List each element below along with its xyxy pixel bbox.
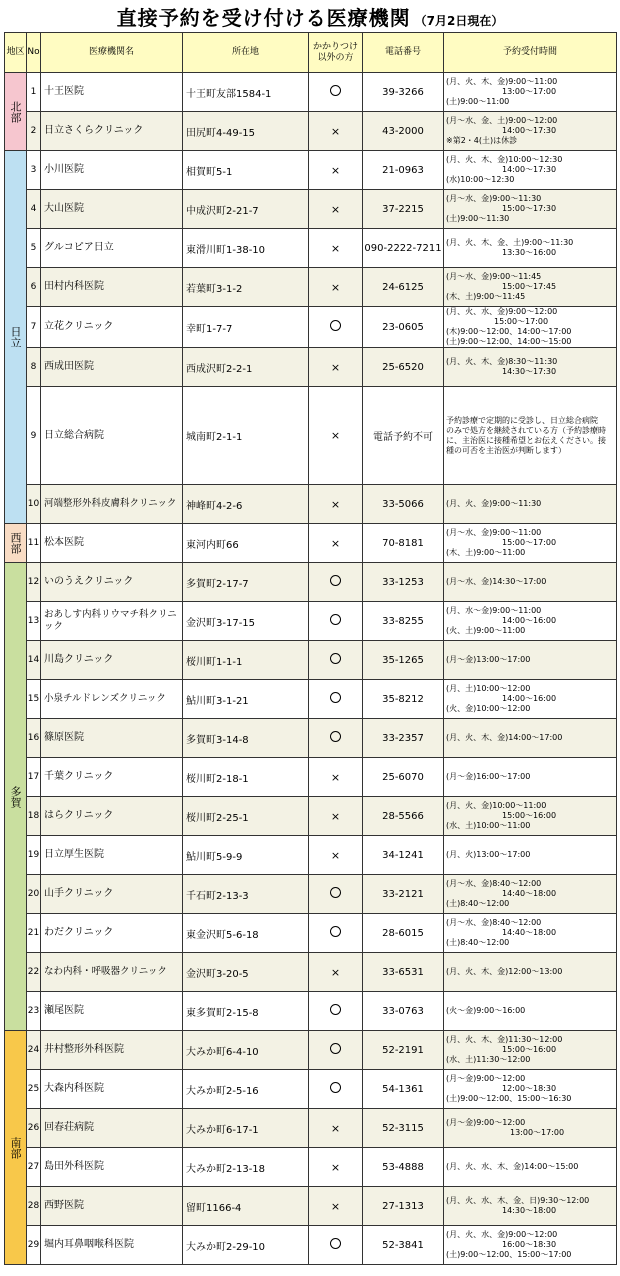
table-row [5,485,617,524]
table-row [5,307,617,348]
phone-number: 21-0963 [363,151,444,190]
circle-mark-icon [330,1238,341,1249]
header-no: No [27,33,41,73]
other-patient-mark [309,563,363,602]
row-number: 22 [27,953,41,992]
row-number: 12 [27,563,41,602]
circle-mark-icon [330,731,341,742]
row-number: 8 [27,348,41,387]
clinic-name: 十王医院 [41,73,183,112]
other-patient-mark [309,307,363,348]
circle-mark-icon [330,887,341,898]
circle-mark-icon [330,85,341,96]
row-number: 29 [27,1226,41,1265]
phone-number: 33-0763 [363,992,444,1031]
row-number: 5 [27,229,41,268]
other-patient-mark [309,836,363,875]
clinic-name: 島田外科医院 [41,1148,183,1187]
reservation-hours: (月～金)13:00～17:00 [444,641,617,680]
header-row [5,33,617,73]
cross-mark-icon: × [330,280,341,294]
clinic-name: 回春荘病院 [41,1109,183,1148]
row-number: 4 [27,190,41,229]
clinic-name: おあしす内科リウマチ科クリニック [41,602,183,641]
table-row [5,563,617,602]
table-row [5,914,617,953]
phone-number: 090-2222-7211 [363,229,444,268]
header-hours: 予約受付時間 [444,33,617,73]
phone-number: 53-4888 [363,1148,444,1187]
region-cell: 北部 [5,73,27,151]
region-cell: 西部 [5,524,27,563]
reservation-hours: (月～金)16:00～17:00 [444,758,617,797]
reservation-hours: (月～水、金)14:30～17:00 [444,563,617,602]
cross-mark-icon: × [330,241,341,255]
reservation-hours: (月、水～金)9:00～11:00 14:00～16:00 (火、土)9:00～11:00 [444,602,617,641]
region-cell: 多賀 [5,563,27,1031]
cross-mark-icon: × [330,965,341,979]
clinic-address: 中成沢町2-21-7 [183,190,309,229]
row-number: 27 [27,1148,41,1187]
phone-number: 25-6070 [363,758,444,797]
other-patient-mark [309,190,363,229]
reservation-hours: (月、火、木、金)11:30～12:00 15:00～16:00 (水、土)11:30～12:00 [444,1031,617,1070]
clinic-address: 大みか町2-13-18 [183,1148,309,1187]
clinic-name: いのうえクリニック [41,563,183,602]
table-row [5,602,617,641]
other-patient-mark [309,348,363,387]
as-of-date: （7月2日現在） [414,14,504,28]
reservation-hours: (月～水、金)9:00～11:45 15:00～17:45 (木、土)9:00～11:45 [444,268,617,307]
row-number: 10 [27,485,41,524]
reservation-hours: (月、火、木、金)14:00～17:00 [444,719,617,758]
clinic-address: 桜川町2-25-1 [183,797,309,836]
clinic-name: 日立総合病院 [41,387,183,485]
reservation-hours: (月、火、木、金)9:00～11:00 13:00～17:00 (土)9:00～11:00 [444,73,617,112]
circle-mark-icon [330,926,341,937]
circle-mark-icon [330,320,341,331]
cross-mark-icon: × [330,360,341,374]
table-body [5,73,617,1265]
row-number: 15 [27,680,41,719]
header-region: 地区 [5,33,27,73]
other-patient-mark [309,875,363,914]
clinic-name: グルコピア日立 [41,229,183,268]
phone-number: 33-2121 [363,875,444,914]
table-row [5,151,617,190]
other-patient-mark [309,953,363,992]
clinic-name: 西成田医院 [41,348,183,387]
row-number: 17 [27,758,41,797]
phone-number: 25-6520 [363,348,444,387]
reservation-hours: (月、火、水、金)9:00～12:00 15:00～17:00 (木)9:00～12:00、14:00～17:00 (土)9:00～12:00、14:00～15:00 [444,307,617,348]
table-row [5,680,617,719]
clinic-address: 神峰町4-2-6 [183,485,309,524]
phone-number: 電話予約不可 [363,387,444,485]
reservation-hours: (月～水、金)9:00～11:00 15:00～17:00 (木、土)9:00～11:00 [444,524,617,563]
reservation-hours: (月、火、木、金、土)9:00～11:30 13:30～16:00 [444,229,617,268]
row-number: 6 [27,268,41,307]
other-patient-mark [309,1109,363,1148]
phone-number: 33-5066 [363,485,444,524]
other-patient-mark [309,758,363,797]
clinic-address: 大みか町6-17-1 [183,1109,309,1148]
reservation-hours: (月～水、金)8:40～12:00 14:40～18:00 (土)8:40～12:00 [444,914,617,953]
other-patient-mark [309,719,363,758]
other-patient-mark [309,112,363,151]
table-row [5,73,617,112]
other-patient-mark [309,151,363,190]
table-row [5,953,617,992]
header-name: 医療機関名 [41,33,183,73]
table-row [5,758,617,797]
table-row [5,1187,617,1226]
reservation-hours: (月～水、金)9:00～11:30 15:00～17:30 (土)9:00～11:30 [444,190,617,229]
row-number: 20 [27,875,41,914]
other-patient-mark [309,485,363,524]
phone-number: 33-2357 [363,719,444,758]
other-patient-mark [309,1070,363,1109]
other-patient-mark [309,524,363,563]
row-number: 1 [27,73,41,112]
clinic-address: 東多賀町2-15-8 [183,992,309,1031]
other-patient-mark [309,229,363,268]
row-number: 26 [27,1109,41,1148]
table-row [5,641,617,680]
row-number: 13 [27,602,41,641]
circle-mark-icon [330,692,341,703]
phone-number: 52-3115 [363,1109,444,1148]
other-patient-mark [309,680,363,719]
region-cell: 日立 [5,151,27,524]
other-patient-mark [309,268,363,307]
cross-mark-icon: × [330,1160,341,1174]
circle-mark-icon [330,614,341,625]
cross-mark-icon: × [330,848,341,862]
row-number: 9 [27,387,41,485]
clinic-name: 田村内科医院 [41,268,183,307]
clinic-address: 相賀町5-1 [183,151,309,190]
phone-number: 28-6015 [363,914,444,953]
phone-number: 34-1241 [363,836,444,875]
cross-mark-icon: × [330,536,341,550]
reservation-hours: (月～金)9:00～12:00 12:00～18:30 (土)9:00～12:00、15:00～16:30 [444,1070,617,1109]
clinic-address: 多賀町2-17-7 [183,563,309,602]
clinic-address: 鮎川町5-9-9 [183,836,309,875]
phone-number: 39-3266 [363,73,444,112]
other-patient-mark [309,797,363,836]
clinic-name: わだクリニック [41,914,183,953]
circle-mark-icon [330,575,341,586]
table-row [5,112,617,151]
header-other: かかりつけ以外の方 [309,33,363,73]
cross-mark-icon: × [330,770,341,784]
reservation-hours: 予約診療で定期的に受診し、日立総合病院 のみで処方を継続されている方（予約診療時 に、主治医に接種希望とお伝えください。接 種の可否を主治医が判断します） [444,387,617,485]
other-patient-mark [309,602,363,641]
circle-mark-icon [330,1082,341,1093]
row-number: 23 [27,992,41,1031]
clinic-name: 篠原医院 [41,719,183,758]
phone-number: 37-2215 [363,190,444,229]
clinic-name: 山手クリニック [41,875,183,914]
row-number: 3 [27,151,41,190]
clinic-address: 城南町2-1-1 [183,387,309,485]
table-row [5,1031,617,1070]
phone-number: 27-1313 [363,1187,444,1226]
clinic-address: 東金沢町5-6-18 [183,914,309,953]
reservation-hours: (月、火、金)10:00～11:00 15:00～16:00 (水、土)10:00～11:00 [444,797,617,836]
clinic-address: 千石町2-13-3 [183,875,309,914]
reservation-hours: (月、火)13:00～17:00 [444,836,617,875]
clinic-name: 瀬尾医院 [41,992,183,1031]
cross-mark-icon: × [330,202,341,216]
table-row [5,190,617,229]
clinic-address: 金沢町3-20-5 [183,953,309,992]
other-patient-mark [309,1031,363,1070]
clinic-table [4,32,617,1265]
other-patient-mark [309,641,363,680]
table-row [5,719,617,758]
reservation-hours: (月、火、水、金)9:00～12:00 16:00～18:30 (土)9:00～12:00、15:00～17:00 [444,1226,617,1265]
reservation-hours: (月、火、木、金)12:00～13:00 [444,953,617,992]
reservation-hours: (月、土)10:00～12:00 14:00～16:00 (火、金)10:00～12:00 [444,680,617,719]
clinic-address: 金沢町3-17-15 [183,602,309,641]
cross-mark-icon: × [330,1199,341,1213]
reservation-hours: (月、火、水、木、金)14:00～15:00 [444,1148,617,1187]
clinic-name: なわ内科・呼吸器クリニック [41,953,183,992]
cross-mark-icon: × [330,497,341,511]
row-number: 11 [27,524,41,563]
circle-mark-icon [330,653,341,664]
phone-number: 24-6125 [363,268,444,307]
other-patient-mark [309,73,363,112]
title-text: 直接予約を受け付ける医療機関 [116,6,411,30]
other-patient-mark [309,992,363,1031]
phone-number: 52-3841 [363,1226,444,1265]
clinic-name: 小川医院 [41,151,183,190]
clinic-address: 東滑川町1-38-10 [183,229,309,268]
clinic-name: 堀内耳鼻咽喉科医院 [41,1226,183,1265]
clinic-address: 鮎川町3-1-21 [183,680,309,719]
phone-number: 33-1253 [363,563,444,602]
cross-mark-icon: × [330,1121,341,1135]
clinic-address: 多賀町3-14-8 [183,719,309,758]
phone-number: 35-1265 [363,641,444,680]
table-row [5,797,617,836]
region-cell: 南部 [5,1031,27,1265]
clinic-name: 千葉クリニック [41,758,183,797]
clinic-address: 留町1166-4 [183,1187,309,1226]
row-number: 19 [27,836,41,875]
clinic-address: 田尻町4-49-15 [183,112,309,151]
phone-number: 70-8181 [363,524,444,563]
phone-number: 54-1361 [363,1070,444,1109]
reservation-hours: (月～金)9:00～12:00 13:00～17:00 [444,1109,617,1148]
row-number: 21 [27,914,41,953]
reservation-hours: (火～金)9:00～16:00 [444,992,617,1031]
other-patient-mark [309,1226,363,1265]
reservation-hours: (月、火、水、木、金、日)9:30～12:00 14:30～18:00 [444,1187,617,1226]
clinic-name: 川島クリニック [41,641,183,680]
table-row [5,1109,617,1148]
other-patient-mark [309,914,363,953]
phone-number: 43-2000 [363,112,444,151]
phone-number: 35-8212 [363,680,444,719]
clinic-name: はらクリニック [41,797,183,836]
reservation-hours: (月、火、木、金)8:30～11:30 14:30～17:30 [444,348,617,387]
other-patient-mark [309,1187,363,1226]
cross-mark-icon: × [330,429,341,442]
table-row [5,524,617,563]
table-row [5,875,617,914]
clinic-address: 桜川町1-1-1 [183,641,309,680]
row-number: 16 [27,719,41,758]
cross-mark-icon: × [330,124,341,138]
row-number: 7 [27,307,41,348]
table-row [5,1070,617,1109]
clinic-name: 西野医院 [41,1187,183,1226]
clinic-name: 大森内科医院 [41,1070,183,1109]
clinic-address: 幸町1-7-7 [183,307,309,348]
phone-number: 33-6531 [363,953,444,992]
reservation-hours: (月、火、金)9:00～11:30 [444,485,617,524]
row-number: 24 [27,1031,41,1070]
table-row [5,836,617,875]
phone-number: 52-2191 [363,1031,444,1070]
clinic-name: 松本医院 [41,524,183,563]
row-number: 14 [27,641,41,680]
table-row [5,387,617,485]
clinic-name: 大山医院 [41,190,183,229]
row-number: 28 [27,1187,41,1226]
table-row [5,1226,617,1265]
clinic-address: 大みか町6-4-10 [183,1031,309,1070]
other-patient-mark [309,387,363,485]
clinic-address: 東河内町66 [183,524,309,563]
cross-mark-icon: × [330,163,341,177]
reservation-hours: (月～水、金、土)9:00～12:00 14:00～17:30 ※第2・4(土)は休診 [444,112,617,151]
clinic-address: 大みか町2-29-10 [183,1226,309,1265]
page-title [0,0,620,32]
table-row [5,992,617,1031]
row-number: 2 [27,112,41,151]
clinic-address: 十王町友部1584-1 [183,73,309,112]
clinic-name: 立花クリニック [41,307,183,348]
reservation-hours: (月～水、金)8:40～12:00 14:40～18:00 (土)8:40～12:00 [444,875,617,914]
clinic-name: 日立厚生医院 [41,836,183,875]
header-address: 所在地 [183,33,309,73]
clinic-address: 桜川町2-18-1 [183,758,309,797]
other-patient-mark [309,1148,363,1187]
table-row [5,268,617,307]
row-number: 18 [27,797,41,836]
table-row [5,348,617,387]
circle-mark-icon [330,1004,341,1015]
header-tel: 電話番号 [363,33,444,73]
clinic-address: 若葉町3-1-2 [183,268,309,307]
phone-number: 23-0605 [363,307,444,348]
cross-mark-icon: × [330,809,341,823]
table-row [5,229,617,268]
clinic-name: 井村整形外科医院 [41,1031,183,1070]
clinic-name: 日立さくらクリニック [41,112,183,151]
row-number: 25 [27,1070,41,1109]
circle-mark-icon [330,1043,341,1054]
phone-number: 28-5566 [363,797,444,836]
clinic-name: 河端整形外科皮膚科クリニック [41,485,183,524]
reservation-hours: (月、火、木、金)10:00～12:30 14:00～17:30 (水)10:00～12:30 [444,151,617,190]
phone-number: 33-8255 [363,602,444,641]
clinic-address: 西成沢町2-2-1 [183,348,309,387]
clinic-name: 小泉チルドレンズクリニック [41,680,183,719]
table-row [5,1148,617,1187]
clinic-address: 大みか町2-5-16 [183,1070,309,1109]
